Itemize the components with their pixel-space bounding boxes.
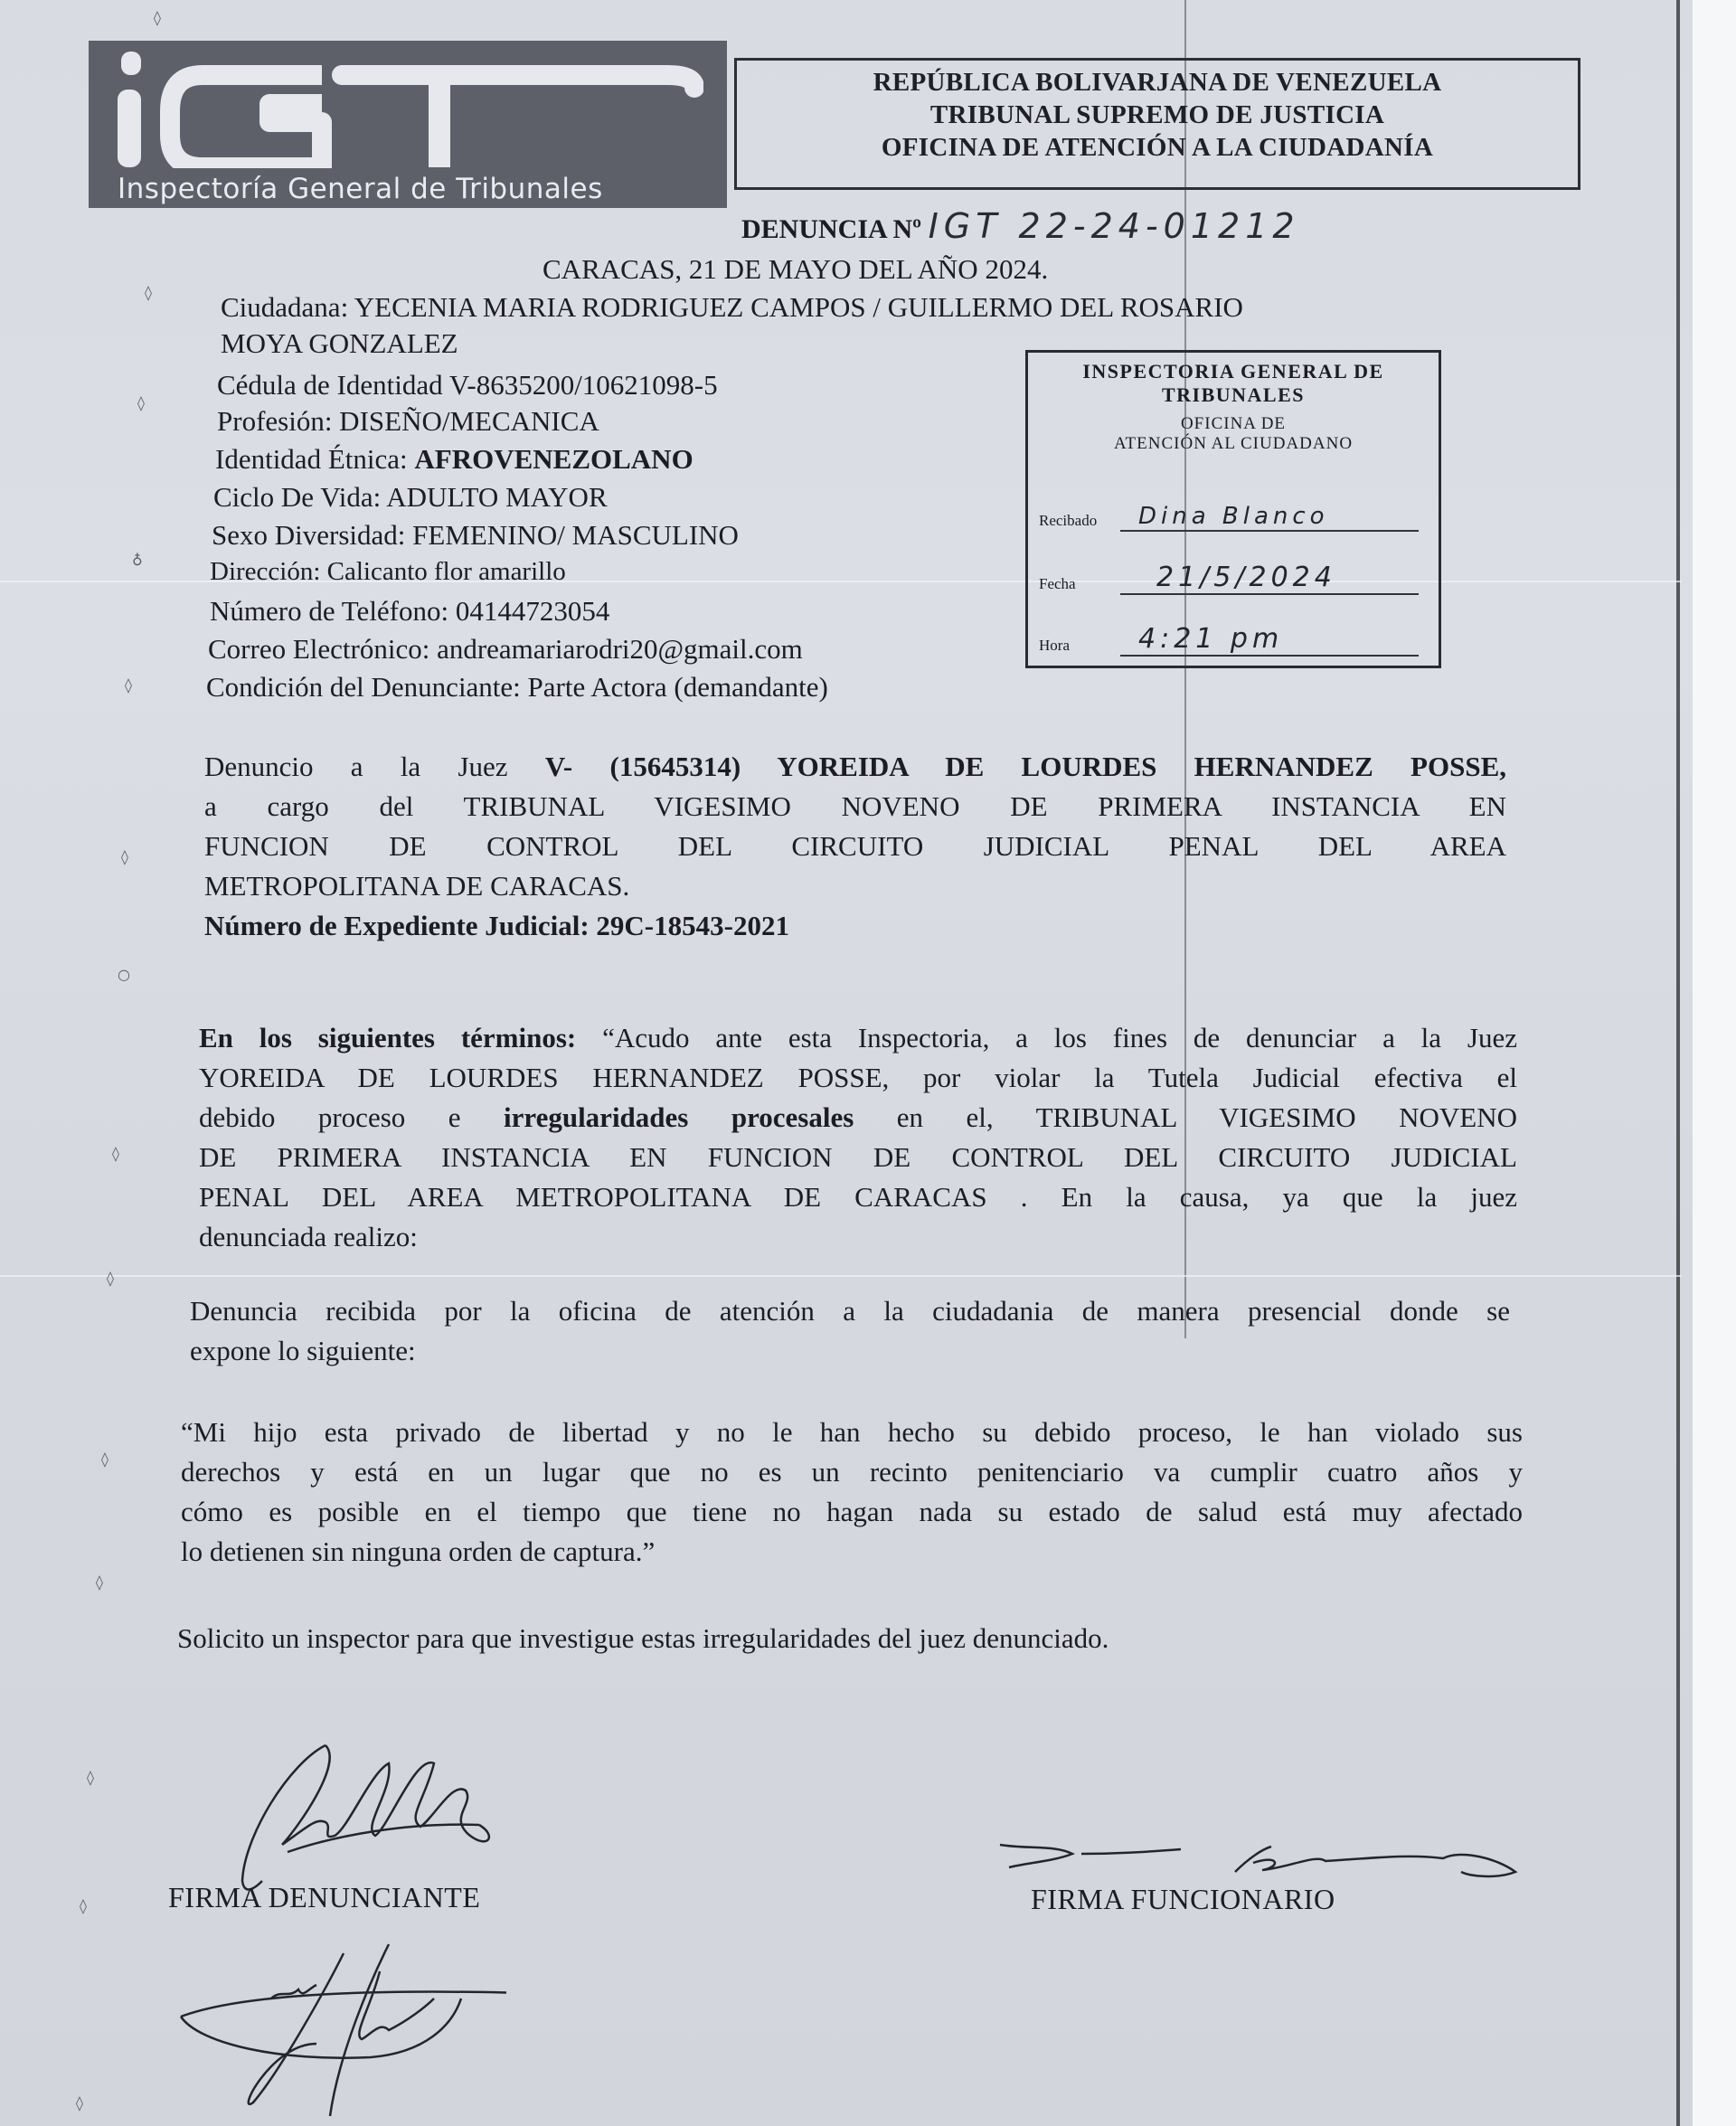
punch-hole-icon: ○ xyxy=(118,966,130,983)
judge-intro: Denuncio a la Juez xyxy=(204,751,545,782)
punch-hole-icon: ◊ xyxy=(107,1270,114,1287)
punch-hole-icon: ◊ xyxy=(80,1897,87,1914)
ethnic-identity-value: AFROVENEZOLANO xyxy=(414,443,693,475)
header-line-tribunal: TRIBUNAL SUPREMO DE JUSTICIA xyxy=(929,100,1385,129)
header-line-office: OFICINA DE ATENCIÓN A LA CIUDADANÍA xyxy=(881,133,1434,162)
stamp-title-line1: INSPECTORIA GENERAL DE xyxy=(1082,360,1384,383)
stamp-sub-line2: ATENCIÓN AL CIUDADANO xyxy=(1113,434,1354,453)
stamp-received-value: Dina Blanco xyxy=(1138,503,1329,530)
terms-line3-a: debido proceso e xyxy=(199,1101,504,1133)
page-edge xyxy=(1676,0,1680,2126)
terms-line2: YOREIDA DE LOURDES HERNANDEZ POSSE, por violar la Tutela Judicial efectiva el xyxy=(199,1062,1517,1093)
received-paragraph xyxy=(190,1291,1510,1371)
terms-irregularities: irregularidades procesales xyxy=(504,1101,854,1133)
header-line-republic: REPÚBLICA BOLIVARJANA DE VENEZUELA xyxy=(873,68,1442,97)
id-number: Cédula de Identidad V-8635200/10621098-5 xyxy=(217,369,718,401)
stamp-received-row xyxy=(1039,497,1419,534)
judge-paragraph xyxy=(204,747,1506,946)
stamp-rule xyxy=(1120,593,1419,595)
terms-line4: DE PRIMERA INSTANCIA EN FUNCION DE CONTROL DEL CIRCUITO JUDICIAL xyxy=(199,1141,1517,1173)
punch-hole-icon: ◊ xyxy=(76,2094,83,2112)
life-cycle: Ciclo De Vida: ADULTO MAYOR xyxy=(213,481,608,513)
logo-subtitle: Inspectoría General de Tribunales xyxy=(118,173,603,205)
reception-stamp xyxy=(1025,350,1441,668)
stamp-time-row xyxy=(1039,622,1419,658)
terms-paragraph xyxy=(199,1018,1517,1257)
punch-hole-icon: ◊ xyxy=(154,9,161,26)
place-date: CARACAS, 21 DE MAYO DEL AÑO 2024. xyxy=(542,253,1049,285)
official-signature-label: FIRMA FUNCIONARIO xyxy=(1031,1883,1335,1915)
terms-lead: En los siguientes términos: xyxy=(199,1022,577,1054)
stamp-rule xyxy=(1120,655,1419,657)
punch-hole-icon: ◊ xyxy=(101,1450,108,1468)
judge-line4: METROPOLITANA DE CARACAS. xyxy=(204,870,630,902)
judge-name: V- (15645314) YOREIDA DE LOURDES HERNANDEZ POSSE, xyxy=(544,751,1506,782)
stamp-date-row xyxy=(1039,561,1419,597)
punch-hole-icon: ◊ xyxy=(121,848,128,865)
terms-line5: PENAL DEL AREA METROPOLITANA DE CARACAS . En la causa, ya que la juez xyxy=(199,1181,1517,1213)
email: Correo Electrónico: andreamariarodri20@gmail.com xyxy=(208,633,803,665)
judge-line1 xyxy=(204,747,1506,787)
quote-line1: “Mi hijo esta privado de libertad y no le han hecho su debido proceso, le han violado sus xyxy=(181,1416,1523,1448)
received-line1: Denuncia recibida por la oficina de atención a la ciudadania de manera presencial donde se xyxy=(190,1295,1510,1327)
terms-line3-b: en el, TRIBUNAL VIGESIMO NOVENO xyxy=(854,1101,1517,1133)
stamp-time-value: 4:21 pm xyxy=(1138,623,1284,655)
punch-hole-icon: ◊ xyxy=(112,1145,119,1162)
punch-hole-icon: ◊ xyxy=(137,394,145,411)
stamp-sub-line1: OFICINA DE xyxy=(1180,414,1287,433)
complaint-number-handwritten: IGT 22-24-01212 xyxy=(928,206,1300,246)
judge-line3: FUNCION DE CONTROL DEL CIRCUITO JUDICIAL PENAL DEL AREA xyxy=(204,830,1506,862)
punch-hole-icon: ◊ xyxy=(87,1769,94,1786)
case-number: Número de Expediente Judicial: 29C-18543-2021 xyxy=(204,910,789,941)
quote-line2: derechos y está en un lugar que no es un recinto penitenciario va cumplir cuatro años y xyxy=(181,1456,1523,1488)
terms-line1 xyxy=(199,1018,1517,1058)
stamp-date-value: 21/5/2024 xyxy=(1156,562,1336,593)
profession: Profesión: DISEÑO/MECANICA xyxy=(217,405,599,437)
punch-hole-icon: ◊ xyxy=(96,1573,103,1591)
stamp-received-label: Recibado xyxy=(1039,512,1098,529)
terms-line6: denunciada realizo: xyxy=(199,1221,418,1252)
quote-line4: lo detienen sin ninguna orden de captura.” xyxy=(181,1535,656,1567)
institution-header xyxy=(734,58,1580,190)
stamp-time-label: Hora xyxy=(1039,637,1070,654)
igt-logo-mark-icon xyxy=(116,46,703,168)
citizen-name-line2: MOYA GONZALEZ xyxy=(221,327,458,359)
igt-logo xyxy=(89,41,727,208)
address: Dirección: Calicanto flor amarillo xyxy=(210,557,566,586)
quote-line3: cómo es posible en el tiempo que tiene no hagan nada su estado de salud está muy afectado xyxy=(181,1496,1523,1527)
received-line2: expone lo siguiente: xyxy=(190,1335,416,1366)
quote-paragraph xyxy=(181,1413,1523,1572)
ethnic-identity xyxy=(215,443,693,476)
punch-hole-icon: ♁ xyxy=(132,552,143,569)
judge-line2: a cargo del TRIBUNAL VIGESIMO NOVENO DE PRIMERA INSTANCIA EN xyxy=(204,790,1506,822)
ethnic-identity-label: Identidad Étnica: xyxy=(215,443,415,475)
complaint-number-label: DENUNCIA Nº xyxy=(741,214,922,244)
complainant-signature-label: FIRMA DENUNCIANTE xyxy=(168,1881,481,1913)
stamp-title-line2: TRIBUNALES xyxy=(1161,383,1306,406)
citizen-name-line1: Ciudadana: YECENIA MARIA RODRIGUEZ CAMPOS / GUILLERMO DEL ROSARIO xyxy=(221,291,1243,323)
inspector-request: Solicito un inspector para que investigue estas irregularidades del juez denunciado. xyxy=(177,1622,1109,1654)
sex-diversity: Sexo Diversidad: FEMENINO/ MASCULINO xyxy=(212,519,739,551)
fold-line-horizontal xyxy=(0,1275,1682,1277)
punch-hole-icon: ◊ xyxy=(145,284,152,301)
stamp-rule xyxy=(1120,530,1419,532)
terms-line1-text: “Acudo ante esta Inspectoria, a los fines de denunciar a la Juez xyxy=(576,1022,1517,1054)
punch-hole-icon: ◊ xyxy=(125,676,132,694)
stamp-date-label: Fecha xyxy=(1039,575,1076,592)
second-signature-icon xyxy=(145,1935,506,2126)
terms-line3 xyxy=(199,1098,1517,1138)
complaint-number xyxy=(741,206,1300,246)
complainant-condition: Condición del Denunciante: Parte Actora (demandante) xyxy=(206,671,828,703)
phone-number: Número de Teléfono: 04144723054 xyxy=(210,595,610,627)
